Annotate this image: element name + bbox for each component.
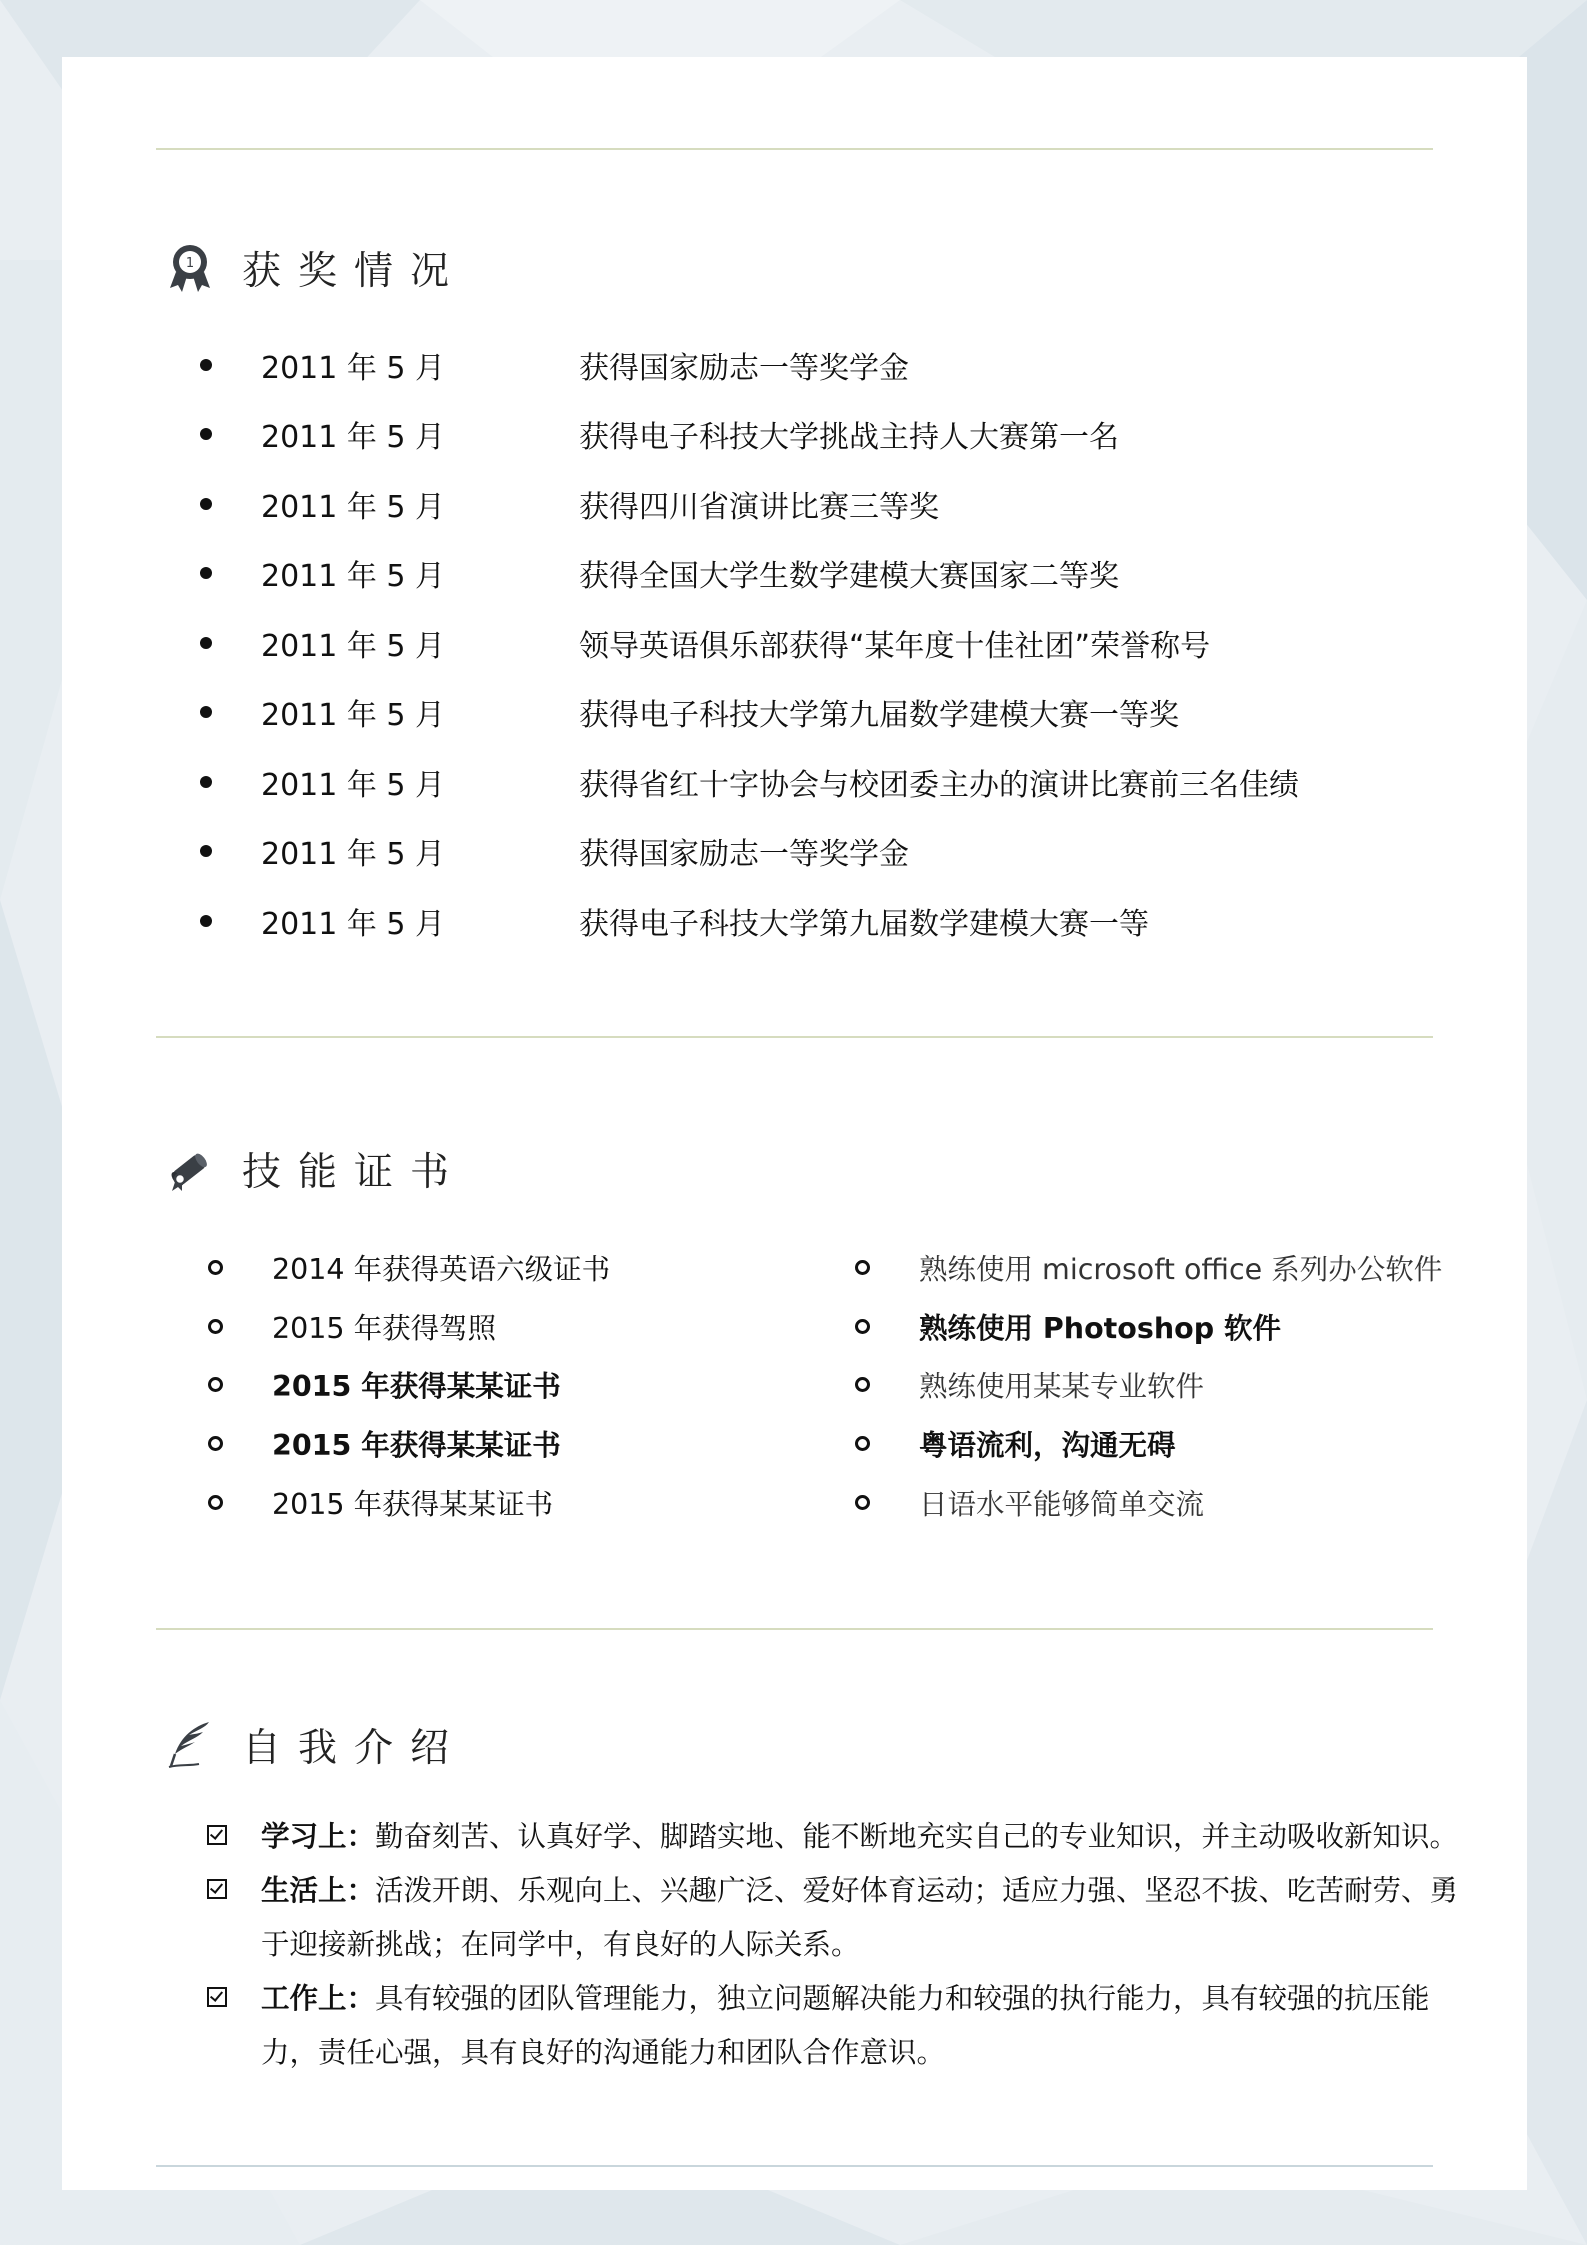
certificate-text: 2015 年获得某某证书 xyxy=(272,1488,554,1522)
ring-bullet-icon xyxy=(855,1260,870,1275)
list-item xyxy=(208,1356,610,1415)
ring-bullet-icon xyxy=(855,1436,870,1451)
intro-label: 生活上： xyxy=(261,1874,376,1907)
award-description: 获得省红十字协会与校团委主办的演讲比赛前三名佳绩 xyxy=(579,767,1299,803)
skill-text: 熟练使用某某专业软件 xyxy=(919,1370,1205,1404)
awards-section-header xyxy=(166,240,466,296)
award-date: 2011 年 5 月 xyxy=(261,559,446,595)
award-description: 领导英语俱乐部获得“某年度十佳社团”荣誉称号 xyxy=(579,628,1211,664)
award-date: 2011 年 5 月 xyxy=(261,698,446,734)
svg-text:1: 1 xyxy=(185,256,195,271)
list-item xyxy=(200,330,1299,400)
certificate-text: 2015 年获得某某证书 xyxy=(272,1429,561,1463)
ring-bullet-icon xyxy=(208,1319,223,1334)
certificate-text: 2014 年获得英语六级证书 xyxy=(272,1252,611,1286)
intro-label: 学习上： xyxy=(261,1820,376,1853)
ring-bullet-icon xyxy=(208,1436,223,1451)
skills-title: 技能证书 xyxy=(242,1150,467,1195)
award-date: 2011 年 5 月 xyxy=(261,350,446,386)
skill-text: 日语水平能够简单交流 xyxy=(919,1488,1205,1522)
checkbox-icon xyxy=(207,1987,227,2007)
self-introduction xyxy=(205,1810,1465,2080)
divider xyxy=(156,2165,1433,2167)
divider xyxy=(156,148,1433,150)
intro-text: 活泼开朗、乐观向上、兴趣广泛、爱好体育运动；适应力强、坚忍不拔、吃苦耐劳、勇于迎接新挑战；在同学中，有良好的人际关系。 xyxy=(261,1874,1459,1961)
certificate-scroll-icon xyxy=(166,1143,214,1195)
award-date: 2011 年 5 月 xyxy=(261,767,446,803)
list-item xyxy=(208,1414,610,1473)
skills-list xyxy=(855,1238,1442,1532)
award-description: 获得电子科技大学第九届数学建模大赛一等奖 xyxy=(579,698,1179,734)
list-item xyxy=(200,678,1299,748)
list-item xyxy=(200,469,1299,539)
list-item xyxy=(208,1473,610,1532)
list-item xyxy=(855,1238,1442,1297)
certificate-text: 2015 年获得某某证书 xyxy=(272,1370,561,1404)
award-date: 2011 年 5 月 xyxy=(261,489,446,525)
quill-pen-icon xyxy=(166,1719,214,1771)
award-description: 获得国家励志一等奖学金 xyxy=(579,837,909,873)
skill-text: 熟练使用 microsoft office 系列办公软件 xyxy=(919,1252,1443,1286)
award-description: 获得电子科技大学挑战主持人大赛第一名 xyxy=(579,420,1119,456)
list-item xyxy=(208,1297,610,1356)
bullet-icon xyxy=(200,428,212,440)
list-item xyxy=(205,1810,1465,1864)
intro-text: 具有较强的团队管理能力，独立问题解决能力和较强的执行能力，具有较强的抗压能力，责任心强，具有良好的沟通能力和团队合作意识。 xyxy=(261,1982,1430,2069)
checkbox-icon xyxy=(207,1825,227,1845)
bullet-icon xyxy=(200,915,212,927)
award-date: 2011 年 5 月 xyxy=(261,628,446,664)
ring-bullet-icon xyxy=(855,1495,870,1510)
list-item xyxy=(205,1864,1465,1972)
ring-bullet-icon xyxy=(208,1377,223,1392)
certificates-list xyxy=(208,1238,610,1532)
list-item xyxy=(200,608,1299,678)
list-item xyxy=(200,539,1299,609)
list-item xyxy=(200,400,1299,470)
list-item xyxy=(855,1356,1442,1415)
award-date: 2011 年 5 月 xyxy=(261,420,446,456)
ring-bullet-icon xyxy=(208,1495,223,1510)
bullet-icon xyxy=(200,845,212,857)
divider xyxy=(156,1628,1433,1630)
awards-title: 获奖情况 xyxy=(242,249,467,294)
list-item xyxy=(200,817,1299,887)
skills-section-header xyxy=(166,1141,466,1197)
ring-bullet-icon xyxy=(208,1260,223,1275)
list-item xyxy=(205,1972,1465,2080)
list-item xyxy=(200,886,1299,956)
list-item xyxy=(855,1414,1442,1473)
list-item xyxy=(855,1473,1442,1532)
certificate-text: 2015 年获得驾照 xyxy=(272,1311,497,1345)
intro-label: 工作上： xyxy=(261,1982,376,2015)
intro-section-header xyxy=(166,1717,466,1773)
bullet-icon xyxy=(200,359,212,371)
bullet-icon xyxy=(200,706,212,718)
intro-title: 自我介绍 xyxy=(242,1726,467,1771)
bullet-icon xyxy=(200,567,212,579)
award-description: 获得全国大学生数学建模大赛国家二等奖 xyxy=(579,559,1119,595)
list-item xyxy=(208,1238,610,1297)
divider xyxy=(156,1036,1433,1038)
bullet-icon xyxy=(200,776,212,788)
list-item xyxy=(855,1297,1442,1356)
intro-text: 勤奋刻苦、认真好学、脚踏实地、能不断地充实自己的专业知识，并主动吸收新知识。 xyxy=(375,1820,1459,1853)
ring-bullet-icon xyxy=(855,1319,870,1334)
bullet-icon xyxy=(200,498,212,510)
award-date: 2011 年 5 月 xyxy=(261,837,446,873)
award-description: 获得四川省演讲比赛三等奖 xyxy=(579,489,939,525)
ring-bullet-icon xyxy=(855,1377,870,1392)
award-medal-icon xyxy=(166,242,214,294)
list-item xyxy=(200,747,1299,817)
award-description: 获得国家励志一等奖学金 xyxy=(579,350,909,386)
bullet-icon xyxy=(200,637,212,649)
awards-list xyxy=(200,330,1299,956)
award-description: 获得电子科技大学第九届数学建模大赛一等 xyxy=(579,906,1149,942)
checkbox-icon xyxy=(207,1879,227,1899)
skill-text: 粤语流利，沟通无碍 xyxy=(919,1429,1176,1463)
award-date: 2011 年 5 月 xyxy=(261,906,446,942)
skill-text: 熟练使用 Photoshop 软件 xyxy=(919,1311,1282,1345)
